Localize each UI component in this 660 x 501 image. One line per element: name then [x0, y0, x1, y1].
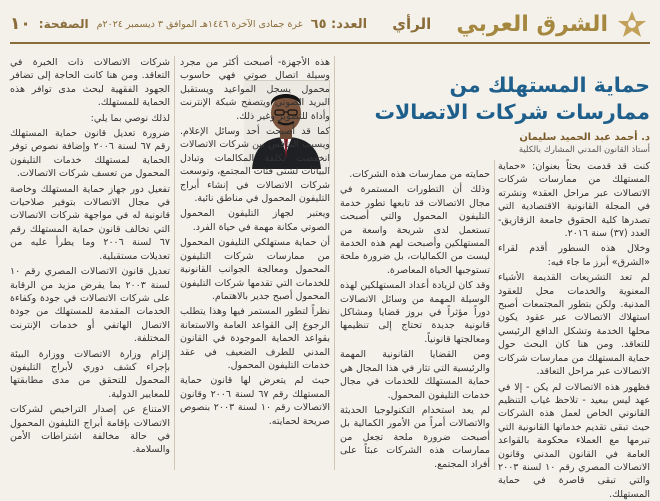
issue-info	[10, 14, 367, 34]
paragraph: كنت قد قدمت بحثاً بعنوان: «حماية المستهلك من ممارسات شركات الاتصالات عبر مراحل العقد» ونشرته في المجلة القانونية الاقتصادية التي تصدرها كلية الحقوق جامعة الزقازيق- العدد (٣٧) سنة ٢٠١٦.	[498, 160, 650, 240]
paragraph: فظهور هذه الاتصالات لم يكن - إلا في عهد ليس ببعيد - تلاحظ غياب التنظيم القانوني الخاص لعمل هذه الشركات حيث تبقى تقديم خدماتها القانونية التي تبرمها مع العملاء محكومة بالقواعد العامة في القانون المدني وقانون الاتصالات المصري رقم ١٠ لسنة ٢٠٠٣ والتي تبقى قاصرة في حماية المستهلك.	[498, 381, 650, 501]
paragraph: وذلك أن التطورات المستمرة في مجال الاتصالات قد تابعها تطور خدمة التليفون المحمول والتي أصبحت تستعمل لدى شريحة واسعة من المستهلكين وأصبحت لهم هذه الخدمة ليست من الكماليات، بل ضرورة ملحة تستوجبها الحياة المعاصرة.	[340, 183, 490, 277]
paragraph: أن حماية مستهلكي التليفون المحمول من ممارسات شركات التليفون المحمول ومعالجة الجوانب القانونية للخدمات التي تقدمها شركات التليفون المحمول أصبح جدير بالاهتمام.	[180, 236, 330, 303]
paragraph: لذلك نوصي بما يلي:	[10, 112, 170, 125]
issue-number: العدد: ٦٥	[311, 17, 367, 32]
paragraph: تفعيل دور جهاز حماية المستهلك وخاصة في مجال الاتصالات بتوفير صلاحيات قانونية له في مواجهة شركات الاتصالات التي تخالف قانون حماية المستهلك رقم ٦٧ لسنة ٢٠٠٦ وما يطرأ عليه من تعديلات مستقبلية.	[10, 183, 170, 263]
author-role: أستاذ القانون المدني المشارك بالكلية	[350, 145, 650, 155]
article-column-4	[10, 56, 170, 470]
newspaper-logo-icon	[614, 9, 650, 39]
paragraph: نظراً لتطور المستمر فيها وهذا يتطلب الرجوع إلى القواعد العامة والاستعانة بقواعد الحماية الموجودة في القانون المدني للطرف الضعيف في عقد خدمات التليفون المحمول.	[180, 305, 330, 372]
masthead	[10, 6, 650, 44]
paragraph: ويعتبر لجهاز التليفون المحمول الصوتي مكانة مهمة في حياة الفرد.	[180, 207, 330, 234]
issue-date: غرة جمادى الآخرة ١٤٤٦هـ الموافق ٣ ديسمبر ٢٠٢٤م	[97, 19, 303, 30]
article-headline: حماية المستهلك من ممارسات شركات الاتصالات	[350, 72, 650, 126]
paragraph: وخلال هذه السطور أقدم لقراء «الشرق» أبرز ما جاء فيه:	[498, 242, 650, 269]
paragraph: ضرورة تعديل قانون حماية المستهلك رقم ٦٧ لسنة ٢٠٠٦ وإضافة نصوص توفر الحماية لمستهلك خدمات التليفون المحمول من تعسف شركات الاتصالات.	[10, 127, 170, 181]
column-divider	[174, 56, 175, 470]
article-column-3	[180, 56, 330, 470]
author-name: د. أحمد عبد الحميد سليمان	[350, 132, 650, 143]
paragraph: كما قد أصبحت أحد وسائل الإعلام. ويسبب التنافس بين شركات الاتصالات انخفضت تكلفة المكالمات وتبادل البيانات لشتى فئات المجتمع، وتوسعت شركات الاتصالات في إنشاء أبراج التليفون المحمول في مناطق نائية.	[180, 125, 330, 205]
section-name: الرأي	[392, 15, 431, 33]
paragraph: شركات الاتصالات ذات الخبرة في التعاقد. ومن هنا كانت الحاجة إلى تضافر الجهود الفقهية لبحث مدى توافر هذه الحماية للمستهلك.	[10, 56, 170, 110]
column-divider	[334, 56, 335, 470]
paragraph: وقد كان لزيادة أعداد المستهلكين لهذه الوسيلة المهمة من وسائل الاتصالات دوراً مؤثراً في بروز قضايا ومشاكل قانونية جديدة تحتاج إلى تنظيمها ومعالجتها قانونياً.	[340, 279, 490, 346]
page-number: ١٠	[10, 14, 31, 34]
page-label: الصفحة:	[39, 17, 89, 31]
paragraph: إلزام وزارة الاتصالات ووزارة البيئة بإجراء كشف دوري لأبراج التليفون المحمول للتحقق من مدى مطابقتها للمعايير الدولية.	[10, 348, 170, 402]
brand-name: الشرق العربي	[456, 12, 608, 37]
paragraph: هذه الأجهزة- أصبحت أكثر من مجرد وسيلة اتصال صوتي فهي حاسوب محمول يسجل المواعيد ويستقبل البريد الصوتي ويتصفح شبكة الإنترنت وأداة للتصوير وغير ذلك.	[180, 56, 330, 123]
brand	[456, 9, 650, 39]
paragraph: ومن القضايا القانونية المهمة والرئيسية التي تثار في هذا المجال هي حماية المستهلك للخدمات في مجال خدمات التليفون المحمول.	[340, 348, 490, 402]
paragraph: الامتناع عن إصدار التراخيص لشركات الاتصالات بإقامة أبراج التليفون المحمول في حالة مخالفة اشتراطات الأمن والسلامة.	[10, 403, 170, 457]
paragraph: لم يعد استخدام التكنولوجيا الحديثة والاتصالات أمراً من الأمور الكمالية بل أصبحت ضرورة ملحة تجعل من ممارسات هذه الشركات عبئاً على أفراد المجتمع.	[340, 404, 490, 471]
article-title-block	[350, 72, 650, 155]
paragraph: حمايته من ممارسات هذه الشركات.	[340, 168, 490, 181]
column-divider	[494, 160, 495, 470]
paragraph: تعديل قانون الاتصالات المصري رقم ١٠ لسنة ٢٠٠٣ بما يفرض مزيد من الرقابة على شركات الاتصالات في جودة وكفاءة الخدمات المقدمة للمستهلك من جودة الاتصال الهاتفي أو خدمات الإنترنت المختلفة.	[10, 265, 170, 345]
article-column-2	[340, 168, 490, 468]
paragraph: حيث لم يتعرض لها قانون حماية المستهلك رقم ٦٧ لسنة ٢٠٠٦ وقانون الاتصالات رقم ١٠ لسنة ٢٠٠٣ بنصوص صريحة لحمايته.	[180, 374, 330, 428]
paragraph: لم تعد التشريعات القديمة الأشياء المعنوية والخدمات محل للعقود المدنية. ولكن بتطور المجتمعات أصبح استهلاك الاتصالات عبر عقود يكون محلها الخدمة وتشكل الدافع الرئيسي للتعاقد. ومن هنا كان البحث حول حماية المستهلك من ممارسات شركات الاتصالات عبر مراحل التعاقد.	[498, 271, 650, 378]
article-column-1	[498, 160, 650, 470]
